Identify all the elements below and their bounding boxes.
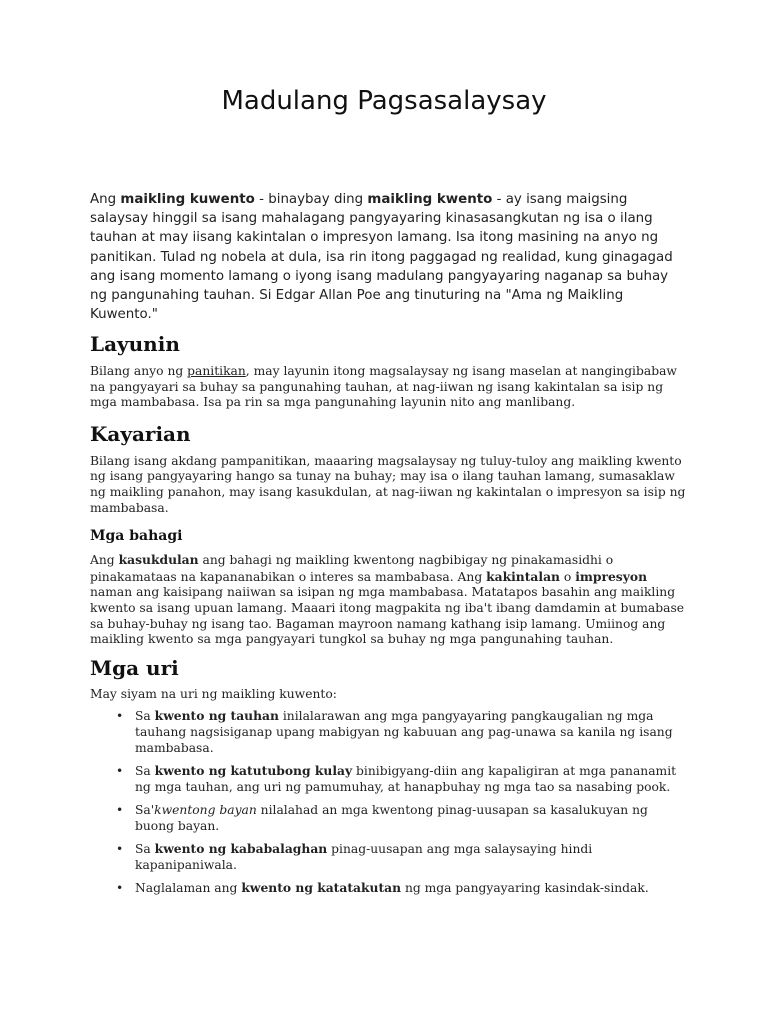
bahagi-text: o bbox=[559, 569, 576, 584]
section-heading-mga-uri: Mga uri bbox=[90, 655, 179, 680]
bullet-icon: • bbox=[116, 881, 124, 896]
list-item-term: kwento ng katatakutan bbox=[241, 880, 402, 896]
list-item bbox=[90, 841, 690, 873]
bahagi-bold-term: impresyon bbox=[575, 568, 648, 584]
bullet-icon: • bbox=[116, 842, 124, 857]
article-body bbox=[90, 330, 690, 903]
list-item-text: pinag-uusapan ang mga salaysaying hindi kapanipaniwala. bbox=[135, 842, 593, 873]
subsection-heading-mga-bahagi: Mga bahagi bbox=[90, 528, 183, 545]
bullet-icon: • bbox=[116, 709, 124, 724]
layunin-text: Bilang anyo ng bbox=[90, 364, 188, 378]
list-item-text: Naglalaman ang bbox=[135, 881, 242, 896]
list-item bbox=[90, 763, 690, 795]
page-title: Madulang Pagsasalaysay bbox=[221, 86, 547, 116]
list-item-text: Sa bbox=[135, 764, 155, 779]
bahagi-bold-term: kasukdulan bbox=[118, 552, 199, 568]
intro-text: Ang bbox=[90, 192, 121, 207]
intro-text: - ay isang maigsing salaysay hinggil sa isang mahalagang pangyayaring kinasasangkutan ng isa o ilang tauhan at may iisang kakintalan o impresyon lamang. Isa itong masining na anyo ng panitikan. Tulad ng nobela at dula, isa rin itong paggagad ng realidad, kung ginagagad ang isang momento lamang o iyong isang madulang pangyayaring naganap sa buhay ng pangunahing tauhan. Si Edgar Allan Poe ang tinuturing na "Ama ng Maikling Kuwento." bbox=[90, 192, 673, 323]
list-item-term: kwento ng katutubong kulay bbox=[154, 763, 353, 779]
bahagi-bold-term: kakintalan bbox=[486, 568, 560, 584]
kayarian-paragraph: Bilang isang akdang pampanitikan, maaaring magsalaysay ng tuluy-tuloy ang maikling kwento ng isang pangyayaring hango sa tunay na buhay; may isa o ilang tauhan lamang, sumasaklaw ng maikling panahon, may isang kasukdulan, at nag-iiwan ng kakintalan o impresyon sa isip ng mambabasa. bbox=[90, 453, 686, 515]
layunin-paragraph bbox=[90, 364, 690, 411]
story-types-list bbox=[90, 708, 690, 896]
mga-bahagi-paragraph bbox=[90, 552, 690, 648]
list-item-text: nilalahad an mga kwentong pinag-uusapan sa kasalukuyan ng buong bayan. bbox=[135, 803, 648, 834]
section-heading-layunin: Layunin bbox=[90, 332, 180, 356]
list-item bbox=[90, 708, 690, 756]
list-item bbox=[90, 880, 690, 896]
list-item-text: Sa' bbox=[135, 803, 155, 818]
bahagi-text: naman ang kaisipang naiiwan sa isipan ng mga mambabasa. Matatapos basahin ang maikling kwento sa isang upuan lamang. Maaari itong magpakita ng iba't ibang damdamin at bumabase sa buhay-buhay ng isang tao. Bagaman mayroon namang kathang isip lamang. Umiinog ang maikling kwento sa mga pangyayari tungkol sa buhay ng mga pangunahing tauhan. bbox=[90, 585, 685, 647]
list-item-text: ng mga pangyayaring kasindak-sindak. bbox=[401, 881, 649, 896]
bahagi-text: ang bahagi ng maikling kwentong nagbibigay ng pinakamasidhi o pinakamataas na kapananabikan o interes sa mambabasa. Ang bbox=[90, 553, 614, 584]
bahagi-text: Ang bbox=[90, 553, 119, 568]
intro-paragraph bbox=[90, 190, 680, 324]
list-item-text: inilalarawan ang mga pangyayaring pangkaugalian ng mga tauhang nagsisiganap upang mabigyan ng kabuuan ang pag-unawa sa kanila ng isang mambabasa. bbox=[135, 709, 673, 756]
intro-bold-term: maikling kwento bbox=[367, 192, 493, 207]
bullet-icon: • bbox=[116, 764, 124, 779]
mga-uri-intro: May siyam na uri ng maikling kuwento: bbox=[90, 686, 337, 701]
panitikan-link[interactable]: panitikan bbox=[187, 364, 246, 378]
intro-text: - binaybay ding bbox=[254, 192, 368, 207]
list-item bbox=[90, 802, 690, 834]
list-item-text: binibigyang-diin ang kapaligiran at mga pananamit ng mga tauhan, ang uri ng pamumuhay, at hanapbuhay ng mga tao sa nasabing pook. bbox=[135, 764, 677, 795]
list-item-text: Sa bbox=[135, 842, 155, 857]
intro-bold-term: maikling kuwento bbox=[120, 192, 255, 207]
list-item-term: kwento ng tauhan bbox=[154, 708, 279, 724]
layunin-text: , may layunin itong magsalaysay ng isang maselan at nangingibabaw na pangyayari sa buhay sa pangunahing tauhan, at nag-iiwan ng isang kakintalan sa isip ng mga mambabasa. Isa pa rin sa mga pangunahing layunin nito ang manlibang. bbox=[90, 364, 677, 410]
list-item-term: kwentong bayan bbox=[154, 803, 257, 818]
list-item-term: kwento ng kababalaghan bbox=[154, 841, 328, 857]
section-heading-kayarian: Kayarian bbox=[90, 421, 191, 446]
list-item-text: Sa bbox=[135, 709, 155, 724]
bullet-icon: • bbox=[116, 803, 124, 818]
